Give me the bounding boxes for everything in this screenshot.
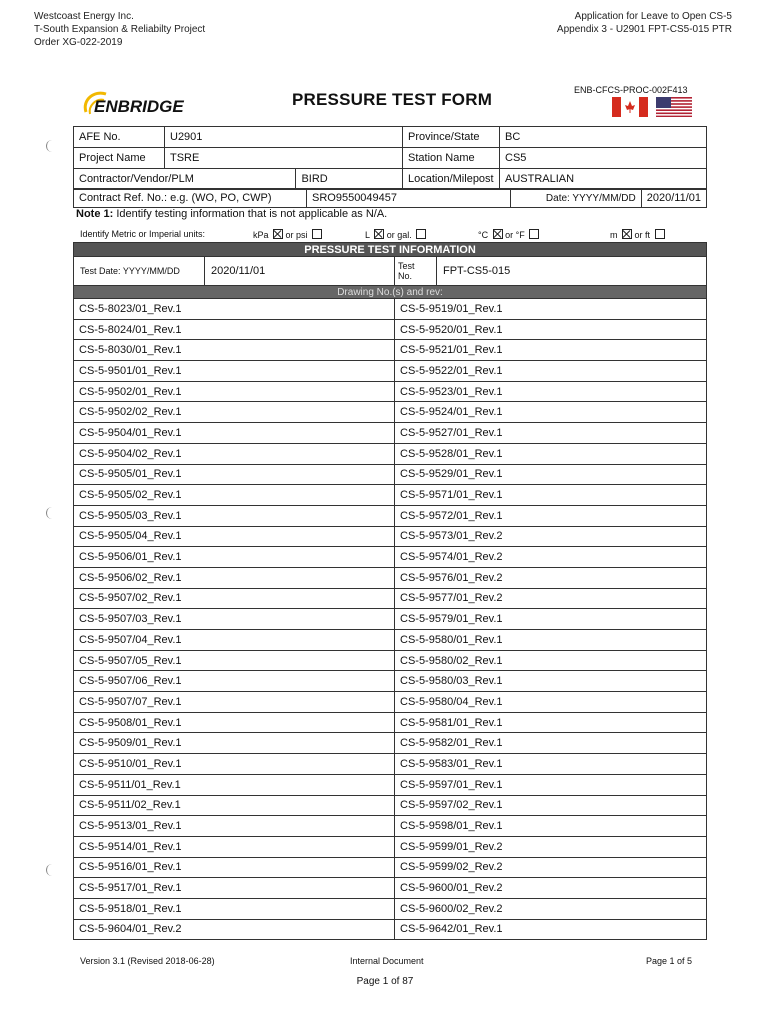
drawing-row (74, 671, 707, 692)
drawing-left[interactable]: CS-5-9514/01_Rev.1 (74, 836, 395, 857)
drawing-left[interactable]: CS-5-8024/01_Rev.1 (74, 319, 395, 340)
drawing-row (74, 485, 707, 506)
header-right (557, 10, 732, 36)
drawing-right[interactable]: CS-5-9571/01_Rev.1 (395, 485, 707, 506)
test-no-label (395, 257, 437, 286)
unit-temp-label: °C (478, 230, 489, 240)
drawing-right[interactable]: CS-5-9580/02_Rev.1 (395, 650, 707, 671)
usa-flag-icon (656, 97, 692, 117)
drawing-right[interactable]: CS-5-9580/04_Rev.1 (395, 692, 707, 713)
drawing-left[interactable]: CS-5-9507/05_Rev.1 (74, 650, 395, 671)
drawing-row (74, 733, 707, 754)
drawing-left[interactable]: CS-5-9507/03_Rev.1 (74, 609, 395, 630)
drawing-row (74, 692, 707, 713)
section-title: PRESSURE TEST INFORMATION (74, 243, 707, 257)
drawing-right[interactable]: CS-5-9527/01_Rev.1 (395, 423, 707, 444)
note-text: Identify testing information that is not applicable as N/A. (113, 208, 388, 220)
units-label: Identify Metric or Imperial units: (80, 229, 206, 239)
header-order: Order XG-022-2019 (34, 37, 123, 48)
drawing-right[interactable]: CS-5-9598/01_Rev.1 (395, 816, 707, 837)
header-application: Application for Leave to Open CS-5 (574, 11, 732, 22)
drawing-right[interactable]: CS-5-9520/01_Rev.1 (395, 319, 707, 340)
margin-mark (46, 507, 55, 519)
drawing-left[interactable]: CS-5-9504/02_Rev.1 (74, 443, 395, 464)
drawing-left[interactable]: CS-5-9513/01_Rev.1 (74, 816, 395, 837)
drawing-left[interactable]: CS-5-9516/01_Rev.1 (74, 857, 395, 878)
drawing-row (74, 816, 707, 837)
drawing-left[interactable]: CS-5-8030/01_Rev.1 (74, 340, 395, 361)
drawing-right[interactable]: CS-5-9581/01_Rev.1 (395, 712, 707, 733)
celsius-checkbox[interactable] (493, 229, 503, 239)
drawing-row (74, 340, 707, 361)
drawing-right[interactable]: CS-5-9597/01_Rev.1 (395, 774, 707, 795)
pressure-unit (253, 229, 322, 240)
contract-label: Contract Ref. No.: e.g. (WO, PO, CWP) (74, 189, 307, 208)
test-no-label-line2: No. (398, 271, 413, 281)
drawing-right[interactable]: CS-5-9599/02_Rev.2 (395, 857, 707, 878)
canada-flag-icon (612, 97, 648, 117)
volume-unit (365, 229, 426, 240)
drawing-row (74, 381, 707, 402)
drawing-left[interactable]: CS-5-9505/01_Rev.1 (74, 464, 395, 485)
drawing-left[interactable]: CS-5-9507/07_Rev.1 (74, 692, 395, 713)
unit-volume-alt: or gal. (386, 230, 412, 240)
drawing-right[interactable]: CS-5-9597/02_Rev.1 (395, 795, 707, 816)
location-value[interactable]: AUSTRALIAN (500, 169, 707, 190)
unit-pressure-alt: or psi (285, 230, 308, 240)
drawing-right[interactable]: CS-5-9642/01_Rev.1 (395, 919, 707, 940)
unit-volume-label: L (365, 230, 370, 240)
drawing-row (74, 361, 707, 382)
drawing-row (74, 567, 707, 588)
drawing-right[interactable]: CS-5-9600/01_Rev.2 (395, 878, 707, 899)
drawing-row (74, 547, 707, 568)
project-info-table (73, 126, 707, 190)
drawing-right[interactable]: CS-5-9580/01_Rev.1 (395, 630, 707, 651)
test-no-value[interactable]: FPT-CS5-015 (437, 257, 707, 286)
header-left (34, 10, 205, 49)
drawing-left[interactable]: CS-5-9511/01_Rev.1 (74, 774, 395, 795)
drawing-right[interactable]: CS-5-9521/01_Rev.1 (395, 340, 707, 361)
header-appendix: Appendix 3 - U2901 FPT-CS5-015 PTR (556, 24, 732, 35)
drawing-row (74, 795, 707, 816)
drawing-row (74, 299, 707, 320)
drawing-row (74, 712, 707, 733)
afe-label: AFE No. (74, 127, 165, 148)
enbridge-logo (80, 86, 210, 120)
test-date-label: Test Date: YYYY/MM/DD (74, 257, 205, 286)
project-value[interactable]: TSRE (165, 148, 403, 169)
drawing-left[interactable]: CS-5-9505/04_Rev.1 (74, 526, 395, 547)
drawing-left[interactable]: CS-5-9517/01_Rev.1 (74, 878, 395, 899)
drawing-right[interactable]: CS-5-9574/01_Rev.2 (395, 547, 707, 568)
drawing-row (74, 774, 707, 795)
drawing-right[interactable]: CS-5-9580/03_Rev.1 (395, 671, 707, 692)
drawing-left[interactable]: CS-5-9510/01_Rev.1 (74, 754, 395, 775)
drawing-right[interactable]: CS-5-9576/01_Rev.2 (395, 567, 707, 588)
drawing-left[interactable]: CS-5-9505/02_Rev.1 (74, 485, 395, 506)
document-code: ENB-CFCS-PROC-002F413 (574, 85, 688, 95)
drawing-row (74, 423, 707, 444)
drawing-left[interactable]: CS-5-9518/01_Rev.1 (74, 898, 395, 919)
drawing-left[interactable]: CS-5-9509/01_Rev.1 (74, 733, 395, 754)
drawing-header: Drawing No.(s) and rev: (74, 286, 707, 299)
kpa-checkbox[interactable] (273, 229, 283, 239)
drawing-row (74, 898, 707, 919)
station-label: Station Name (403, 148, 500, 169)
drawing-right[interactable]: CS-5-9572/01_Rev.1 (395, 505, 707, 526)
drawing-row (74, 857, 707, 878)
drawing-left[interactable]: CS-5-9604/01_Rev.2 (74, 919, 395, 940)
drawing-left[interactable]: CS-5-9502/01_Rev.1 (74, 381, 395, 402)
feet-checkbox[interactable] (655, 229, 665, 239)
drawing-row (74, 588, 707, 609)
drawing-row (74, 836, 707, 857)
drawing-row (74, 505, 707, 526)
station-value[interactable]: CS5 (500, 148, 707, 169)
test-no-label-line1: Test (398, 261, 415, 271)
pressure-test-table (73, 242, 707, 940)
unit-pressure-label: kPa (253, 230, 269, 240)
drawing-left[interactable]: CS-5-9502/02_Rev.1 (74, 402, 395, 423)
drawing-left[interactable]: CS-5-9506/01_Rev.1 (74, 547, 395, 568)
location-label: Location/Milepost (403, 169, 500, 190)
margin-mark (46, 864, 55, 876)
form-title: PRESSURE TEST FORM (292, 90, 493, 109)
drawing-left[interactable]: CS-5-9507/02_Rev.1 (74, 588, 395, 609)
footer-internal: Internal Document (350, 956, 424, 966)
unit-temp-alt: or °F (505, 230, 525, 240)
length-unit (610, 229, 665, 240)
drawing-left[interactable]: CS-5-9508/01_Rev.1 (74, 712, 395, 733)
project-label: Project Name (74, 148, 165, 169)
drawing-row (74, 919, 707, 940)
psi-checkbox[interactable] (312, 229, 322, 239)
gallons-checkbox[interactable] (416, 229, 426, 239)
drawing-right[interactable]: CS-5-9523/01_Rev.1 (395, 381, 707, 402)
drawing-left[interactable]: CS-5-8023/01_Rev.1 (74, 299, 395, 320)
date-value[interactable]: 2020/11/01 (641, 189, 706, 208)
drawing-right[interactable]: CS-5-9600/02_Rev.2 (395, 898, 707, 919)
drawing-row (74, 754, 707, 775)
header-project: T-South Expansion & Reliabilty Project (34, 24, 206, 35)
drawing-row (74, 464, 707, 485)
contract-value[interactable]: SRO9550049457 (307, 189, 511, 208)
metres-checkbox[interactable] (622, 229, 632, 239)
province-label: Province/State (403, 127, 500, 148)
drawing-right[interactable]: CS-5-9519/01_Rev.1 (395, 299, 707, 320)
afe-value[interactable]: U2901 (165, 127, 403, 148)
drawing-right[interactable]: CS-5-9582/01_Rev.1 (395, 733, 707, 754)
drawing-left[interactable]: CS-5-9504/01_Rev.1 (74, 423, 395, 444)
drawing-row (74, 402, 707, 423)
drawing-right[interactable]: CS-5-9528/01_Rev.1 (395, 443, 707, 464)
drawing-row (74, 630, 707, 651)
drawing-left[interactable]: CS-5-9505/03_Rev.1 (74, 505, 395, 526)
drawing-left[interactable]: CS-5-9507/06_Rev.1 (74, 671, 395, 692)
drawing-right[interactable]: CS-5-9583/01_Rev.1 (395, 754, 707, 775)
unit-length-label: m (610, 230, 618, 240)
drawing-left[interactable]: CS-5-9501/01_Rev.1 (74, 361, 395, 382)
drawing-right[interactable]: CS-5-9529/01_Rev.1 (395, 464, 707, 485)
drawing-right[interactable]: CS-5-9577/01_Rev.2 (395, 588, 707, 609)
province-value[interactable]: BC (500, 127, 707, 148)
drawing-left[interactable]: CS-5-9511/02_Rev.1 (74, 795, 395, 816)
drawing-right[interactable]: CS-5-9599/01_Rev.2 (395, 836, 707, 857)
drawing-row (74, 609, 707, 630)
drawing-row (74, 526, 707, 547)
drawing-left[interactable]: CS-5-9506/02_Rev.1 (74, 567, 395, 588)
drawing-right[interactable]: CS-5-9579/01_Rev.1 (395, 609, 707, 630)
date-label: Date: YYYY/MM/DD (510, 189, 641, 208)
contract-table (73, 188, 707, 208)
enbridge-logo-text: ENBRIDGE (94, 97, 184, 116)
drawing-row (74, 319, 707, 340)
drawing-right[interactable]: CS-5-9522/01_Rev.1 (395, 361, 707, 382)
drawing-right[interactable]: CS-5-9573/01_Rev.2 (395, 526, 707, 547)
note-label: Note 1: (76, 208, 114, 220)
margin-mark (46, 140, 55, 152)
footer-form-page: Page 1 of 5 (645, 956, 692, 966)
drawing-row (74, 650, 707, 671)
units-selector (80, 229, 705, 243)
drawing-row (74, 878, 707, 899)
temperature-unit (478, 229, 539, 240)
header-company: Westcoast Energy Inc. (34, 11, 134, 22)
note-1 (76, 208, 387, 220)
drawing-right[interactable]: CS-5-9524/01_Rev.1 (395, 402, 707, 423)
drawing-row (74, 443, 707, 464)
page-number: Page 1 of 87 (356, 976, 414, 987)
unit-length-alt: or ft (634, 230, 651, 240)
contractor-label: Contractor/Vendor/PLM (74, 169, 296, 190)
drawing-left[interactable]: CS-5-9507/04_Rev.1 (74, 630, 395, 651)
fahrenheit-checkbox[interactable] (529, 229, 539, 239)
litres-checkbox[interactable] (374, 229, 384, 239)
test-date-value[interactable]: 2020/11/01 (205, 257, 395, 286)
contractor-value[interactable]: BIRD (296, 169, 403, 190)
footer-version: Version 3.1 (Revised 2018-06-28) (80, 956, 215, 966)
